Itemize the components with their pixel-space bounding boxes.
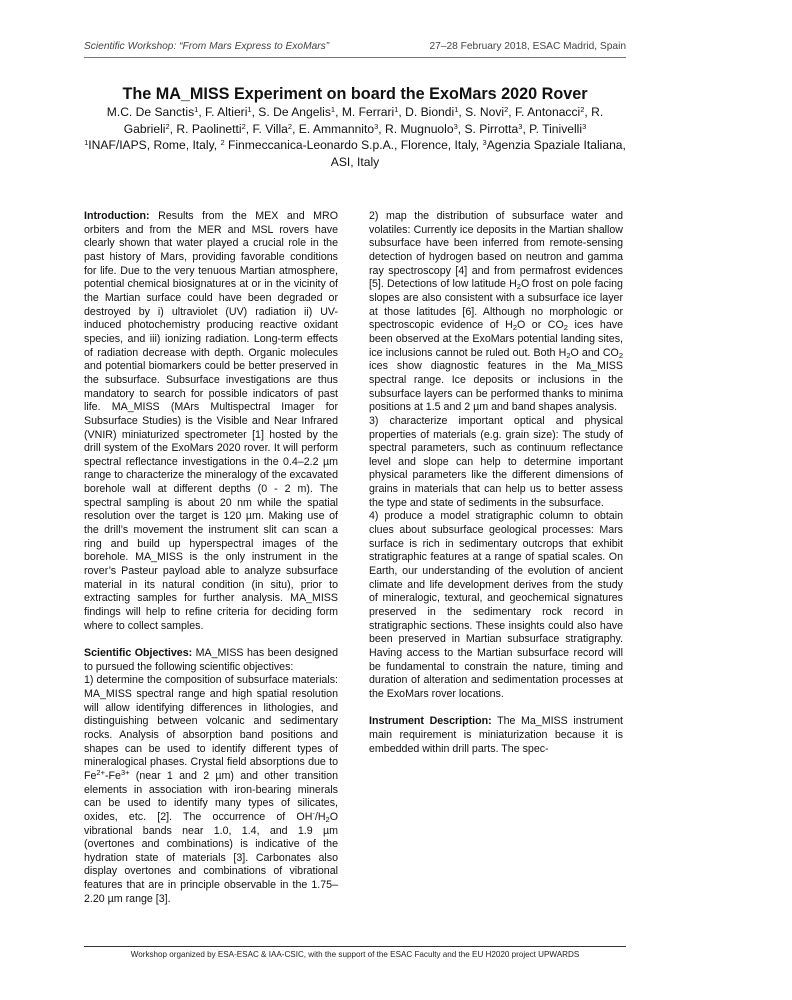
author-name: M. Ferrari (341, 105, 395, 119)
author-affiliation-mark: 3 (518, 121, 523, 131)
objective-item-1: 1) determine the composition of subsurface materials: MA_MISS spectral range and high spatial resolution will allow identifying differences in lithologies, and distinguishing between volcanic and sedimentary rocks. Analysis of absorption band positions and shapes can be used to identify different types of mineralogical phases. Crystal field absorptions due to $Fe^{2+}-Fe^{3+}$ (near 1 and 2 µm) and other transition elements in association with iron-bearing minerals can be used to identify many types of silicates, oxides, etc. [2]. The occurrence of $OH^-/H_2O$ vibrational bands near 1.0, 1.4, and 1.9 µm (overtones and combinations) is indicative of the hydration state of materials [3]. Carbonates also display overtones and combinations of vibrational features that are in principle observable in the 1.75–2.20 µm range [3]. (84, 674, 338, 905)
author-affiliation-mark: 2 (165, 121, 170, 131)
author-affiliation-mark: 1 (247, 105, 252, 114)
author-name: R. Mugnuolo (385, 121, 454, 136)
author-name: F. Antonacci (515, 105, 581, 119)
author-name: R. Paolinetti (176, 121, 242, 136)
author-affiliation-mark: 2 (580, 105, 585, 114)
objective-item-3: 3) characterize important optical and physical properties of materials (e.g. grain size): The study of spectral parameters, such as continuum reflectance level and slope can help to determine important physical parameters like the different dimensions of grains in materials that can help us to better assess the type and state of sediments in the subsurface. (369, 414, 623, 509)
author-name: S. Pirrotta (464, 121, 519, 136)
author-name: F. Altieri (205, 105, 248, 119)
affiliation-list (84, 137, 626, 170)
author-name: P. Tinivelli (529, 121, 583, 136)
author-name: S. Novi (465, 105, 505, 119)
objectives-heading: Scientific Objectives: (84, 646, 193, 659)
objectives-intro-text: MA_MISS has been designed to pursued the following scientific objectives: (84, 646, 338, 673)
workshop-footer: Workshop organized by ESA-ESAC & IAA-CSIC, with the support of the ESAC Faculty and the EU H2020 project UPWARDS (130, 950, 580, 959)
author-name: D. Biondi (405, 105, 455, 119)
workshop-date-location: 27–28 February 2018, ESAC Madrid, Spain (429, 41, 626, 52)
column-left (84, 210, 338, 906)
header-rule (84, 57, 626, 58)
objective-item-2: 2) map the distribution of subsurface water and volatiles: Currently ice deposits in the Martian shallow subsurface have been inferred from remote-sensing detection of hydrogen based on neutron and gamma ray spectroscopy [4] and from permafrost evidences [5]. Detections of low latitude $H_2O$ frost on pole facing slopes are also consistent with a subsurface ice layer at those latitudes [6]. Although no morphologic or spectroscopic evidence of $H_2O$ or $CO_2$ ices have been observed at the ExoMars potential landing sites, ice inclusions cannot be ruled out. Both $H_2O$ and $CO_2$ ices show diagnostic features in the Ma_MISS spectral range. Ice deposits or inclusions in the subsurface layers can be performed thanks to minima positions at 1.5 and 2 µm and band shapes analysis. (369, 210, 623, 414)
author-affiliation-mark: 1 (394, 105, 399, 114)
affiliation-text: Agenzia Spaziale Italiana, ASI, Italy (330, 138, 626, 169)
author-affiliation-mark: 2 (241, 121, 246, 131)
objective-item-4: 4) produce a model stratigraphic column to obtain clues about subsurface geological processes: Mars surface is rich in sedimentary outcrops that exhibit stratigraphic features at a range of spatial scales. On Earth, our understanding of the evolution of ancient climate and life development derives from the study of mineralogic, textural, and geochemical signatures preserved in the sedimentary rock record in stratigraphic sections. These insights could also have been preserved in Martian subsurface stratigraphy. Having access to the Martian subsurface record will be fundamental to constrain the nature, timing and duration of alteration and sedimentation processes at the ExoMars rover locations. (369, 510, 623, 700)
author-affiliation-mark: 3 (453, 121, 458, 131)
affiliation-number: 3 (482, 138, 487, 147)
author-affiliation-mark: 3 (582, 121, 587, 131)
author-affiliation-mark: 1 (454, 105, 459, 114)
footer-rule (84, 946, 626, 947)
author-name: M.C. De Sanctis (106, 105, 195, 119)
author-affiliation-mark: 2 (287, 121, 293, 131)
author-name: F. Villa (252, 121, 288, 136)
column-right (369, 210, 623, 756)
paper-title: The MA_MISS Experiment on board the ExoMars 2020 Rover (122, 85, 588, 103)
introduction-heading: Introduction: (84, 210, 150, 222)
author-affiliation-mark: 2 (504, 105, 509, 114)
affiliation-text: INAF/IAPS, Rome, Italy, (88, 138, 221, 152)
instrument-heading: Instrument Description: (369, 715, 492, 728)
author-list: M.C. De Sanctis$^1$, F. Altieri$^1$, S. De Angelis$^1$, M. Ferrari$^1$, D. Biondi$^1$, S. Novi$^2$, F. Antonacci$^2$, R. Gabrieli$^2$, R. Paolinetti$^2$, F. Villa$^2$, E. Ammannito$^3$, R. Mugnuolo$^3$, S. Pirrotta$^3$, P. Tinivelli$^3$ (106, 105, 604, 136)
introduction-paragraph (84, 210, 338, 633)
author-name: R. Gabrieli (123, 105, 604, 136)
author-affiliation-mark: 1 (330, 105, 336, 114)
affiliation-number: 1 (84, 138, 89, 147)
author-affiliation-mark: 3 (374, 121, 379, 131)
objectives-paragraph (84, 647, 338, 674)
author-affiliation-mark: 1 (194, 105, 199, 114)
instrument-text: The Ma_MISS instrument main requirement is miniaturization because it is embedded within drill parts. The spec- (369, 715, 624, 755)
introduction-text: Results from the MEX and MRO orbiters and from the MER and MSL rovers have clearly shown that water played a crucial role in the past history of Mars, providing favorable conditions for life. Due to the very tenuous Martian atmosphere, potential chemical biosignatures at or in the vicinity of the Martian surface could have been degraded or destroyed by i) ultraviolet (UV) radiation ii) UV-induced photochemistry producing reactive oxidant species, and iii) ionizing radiation. Long-term effects of radiation decrease with depth. Organic molecules and potential biomarkers could be better preserved in the subsurface. Subsurface investigations are thus mandatory to search for possible indicators of past life. MA_MISS (MArs Multispectral Imager for Subsurface Studies) is the Visible and Near Infrared (VNIR) miniaturized spectrometer [1] hosted by the drill system of the ExoMars 2020 rover. It will perform spectral reflectance investigations in the 0.4–2.2 µm range to characterize the mineralogy of the excavated borehole wall at different depths (0 - 2 m). The spectral sampling is about 20 nm while the spatial resolution over the target is 120 µm. Making use of the drill’s movement the instrument slit can scan a ring and build up hyperspectral images of the borehole. MA_MISS is the only instrument in the rover’s Pasteur payload able to analyze subsurface material in its natural condition (in situ), prior to extracting samples for further analysis. MA_MISS findings will help to refine criteria for deciding form where to collect samples. (84, 210, 338, 632)
instrument-paragraph (369, 715, 623, 756)
workshop-name: Scientific Workshop: “From Mars Express to ExoMars” (84, 41, 330, 52)
affiliation-number: 2 (220, 138, 225, 147)
affiliation-text: Finmeccanica-Leonardo S.p.A., Florence, Italy, (224, 138, 483, 152)
title-block (84, 85, 626, 170)
author-name: E. Ammannito (298, 121, 375, 136)
author-name: S. De Angelis (258, 105, 331, 119)
